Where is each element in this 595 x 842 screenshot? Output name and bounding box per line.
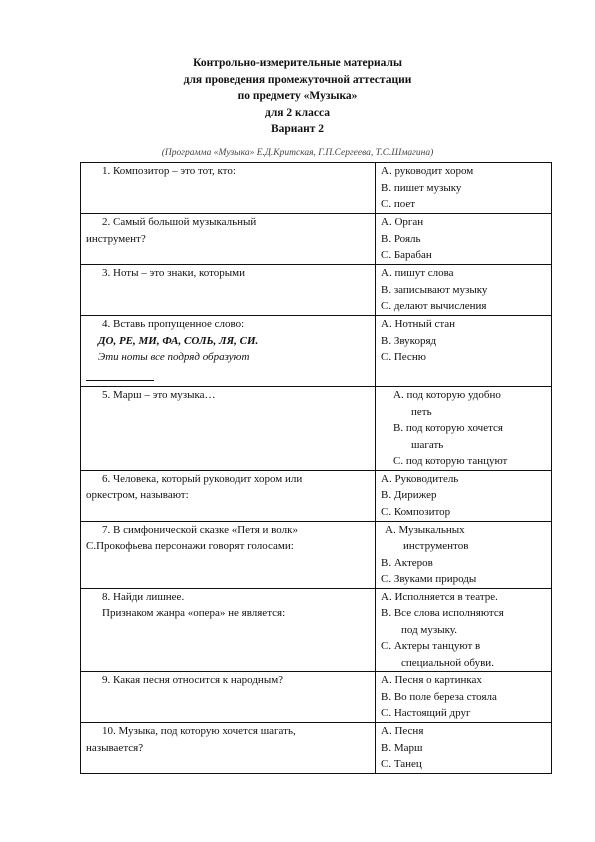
question-text: 2. Самый большой музыкальный [102,216,257,228]
answer-option: С. Настоящий друг [381,707,471,719]
answer-cell [376,672,552,723]
question-cell [81,163,376,214]
program-subtitle: (Программа «Музыка» Е.Д.Критская, Г.П.Сергеева, Т.С.Шмагина) [161,148,434,158]
answer-blank-line [86,366,154,381]
header-variant: Вариант 2 [270,123,325,135]
answer-option: А. Руководитель [381,472,459,485]
question-text: оркестром, называют: [86,489,189,501]
question-cell [81,672,376,723]
answer-option: С. поет [381,198,416,210]
question-text: инструмент? [86,232,146,245]
question-row-1 [81,163,552,214]
answer-option: С. Танец [381,758,422,770]
answer-option: В. Во поле береза стояла [381,690,497,703]
answer-option: А. Песня о картинках [381,674,482,686]
question-text: 5. Марш – это музыка… [102,389,216,401]
answer-option: В. Дирижер [381,489,437,501]
question-row-3 [81,265,552,316]
header-grade: для 2 класса [265,106,330,119]
answer-option: А. Орган [381,216,424,228]
answer-option: В. пишет музыку [381,181,462,194]
question-row-4 [81,316,552,387]
answer-cell [376,316,552,387]
question-text: 6. Человека, который руководит хором или [102,472,303,485]
question-row-2 [81,214,552,265]
header-title: Контрольно-измерительные материалы [193,57,402,69]
answer-option: А. Исполняется в театре. [381,590,498,603]
answer-cell [376,723,552,774]
notes-sequence: ДО, РЕ, МИ, ФА, СОЛЬ, ЛЯ, СИ. [98,334,259,347]
answer-option: С. Звуками природы [381,573,477,585]
question-cell [81,214,376,265]
question-cell [81,588,376,672]
answer-cell [376,214,552,265]
answer-option: шагать [411,438,444,451]
question-text: С.Прокофьева персонажи говорят голосами: [86,540,294,552]
question-cell [81,521,376,588]
answer-cell [376,521,552,588]
quiz-table [80,162,552,774]
question-text: 9. Какая песня относится к народным? [102,674,284,686]
question-row-6 [81,470,552,521]
question-row-7 [81,521,552,588]
answer-option: С. Композитор [381,505,451,518]
answer-option: А. пишут слова [381,267,454,279]
question-cell [81,723,376,774]
answer-option: В. записывают музыку [381,283,488,296]
question-text: Признаком жанра «опера» не является: [102,607,286,619]
answer-option: инструментов [403,540,469,552]
question-text: Эти ноты все подряд образуют [98,351,250,363]
answer-option: В. Звукоряд [381,334,437,347]
question-text: 10. Музыка, под которую хочется шагать, [102,725,296,737]
answer-cell [376,588,552,672]
answer-option: С. Песню [381,351,426,363]
answer-option: А. руководит хором [381,165,474,177]
answer-cell [376,387,552,471]
document-header [0,55,595,138]
answer-option: С. Барабан [381,249,432,261]
answer-option: С. под которую танцуют [393,455,508,467]
answer-option: под музыку. [401,623,457,636]
question-text: 1. Композитор – это тот, кто: [102,165,236,177]
answer-cell [376,265,552,316]
answer-option: С. Актеры танцуют в [381,640,481,652]
question-cell [81,265,376,316]
question-row-8 [81,588,552,672]
answer-option: петь [411,405,432,418]
question-text: 7. В симфонической сказке «Петя и волк» [102,523,298,536]
question-text: называется? [86,741,144,754]
answer-option: А. под которую удобно [393,389,501,401]
answer-option: В. Рояль [381,232,421,245]
answer-cell [376,163,552,214]
header-subject: по предмету «Музыка» [237,90,358,102]
question-row-5 [81,387,552,471]
question-text: 8. Найди лишнее. [102,590,185,603]
answer-option: В. Актеров [381,556,433,569]
answer-option: специальной обуви. [401,656,494,669]
question-text: 3. Ноты – это знаки, которыми [102,267,246,279]
answer-option: А. Музыкальных [385,523,465,536]
answer-option: А. Нотный стан [381,318,456,330]
question-row-9 [81,672,552,723]
answer-option: В. под которую хочется [393,422,503,434]
answer-option: В. Марш [381,741,423,754]
question-cell [81,387,376,471]
question-cell [81,316,376,387]
answer-cell [376,470,552,521]
question-row-10 [81,723,552,774]
question-cell [81,470,376,521]
answer-option: В. Все слова исполняются [381,607,504,619]
question-text: 4. Вставь пропущенное слово: [102,318,245,330]
header-purpose: для проведения промежуточной аттестации [183,73,412,86]
answer-option: А. Песня [381,725,424,737]
answer-option: С. делают вычисления [381,300,487,312]
